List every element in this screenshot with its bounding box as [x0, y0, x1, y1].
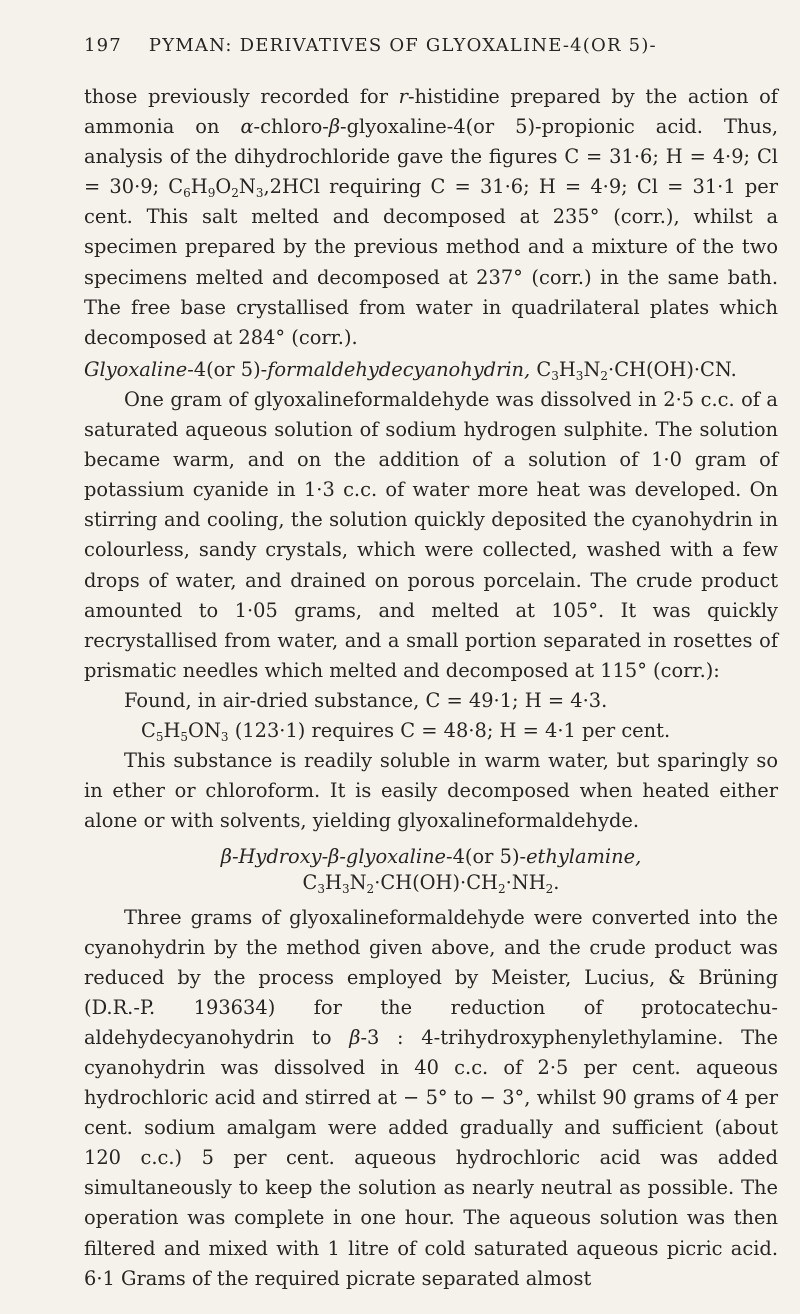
- body-text: [84, 82, 778, 1294]
- paragraph-reduction: Three grams of glyoxalineformaldehyde were converted into the cyanohydrin by the method given above, and the crude product was reduced by the process employed by Meister, Lucius, & Brüning (D.R.-P. 193634) for the reduction of protocatechu-aldehydecyanohydrin to β-3 : 4-trihydroxyphenylethylamine. The cyanohydrin was dissolved in 40 c.c. of 2·5 per cent. aqueous hydrochloric acid and stirred at − 5° to − 3°, whilst 90 grams of 4 per cent. sodium amalgam were added gradually and sufficient (about 120 c.c.) 5 per cent. aqueous hydrochloric acid was added simultaneously to keep the solution as nearly neutral as possible. The operation was complete in one hour. The aqueous solution was then filtered and mixed with 1 litre of cold saturated aqueous picric acid. 6·1 Grams of the required picrate separated almost: [84, 905, 778, 1290]
- analysis-found: Found, in air-dried substance, C = 49·1; H = 4·3.: [124, 688, 608, 712]
- section-heading-cyanohydrin: Glyoxaline-4(or 5)-formaldehydecyanohydrin, $C_3H_3N_2\cdot CH(OH)\cdot CN$.: [84, 357, 737, 383]
- analysis-required: $C_5H_5ON_3$ (123·1) requires C = 48·8; H = 4·1 per cent.: [141, 718, 671, 744]
- paragraph-cyanohydrin-prep: One gram of glyoxalineformaldehyde was dissolved in 2·5 c.c. of a saturated aqueous solution of sodium hydrogen sulphite. The solution became warm, and on the addition of a solution of 1·0 gram of potassium cyanide in 1·3 c.c. of water more heat was developed. On stirring and cooling, the solution quickly deposited the cyanohydrin in colourless, sandy crystals, which were collected, washed with a few drops of water, and drained on porous porcelain. The crude product amounted to 1·05 grams, and melted at 105°. It was quickly recrystallised from water, and a small portion separated in rosettes of prismatic needles which melted and decomposed at 115° (corr.):: [84, 387, 778, 682]
- running-title: PYMAN: DERIVATIVES OF GLYOXALINE-4(OR 5)-: [148, 35, 657, 56]
- page-number: 197: [84, 35, 122, 56]
- section-heading-ethylamine: β-Hydroxy-β-glyoxaline-4(or 5)-ethylamine, $C_3H_3N_2\cdot CH(OH)\cdot CH_2\cdot NH_2$.: [220, 845, 642, 897]
- paragraph-solubility: This substance is readily soluble in warm water, but sparingly so in ether or chloroform. It is easily decomposed when heated either alone or with solvents, yielding glyoxalineformaldehyde.: [84, 749, 778, 833]
- paragraph-continued: those previously recorded for r-histidine prepared by the action of ammonia on α-chloro-β-glyoxaline-4(or 5)-propionic acid. Thus, analysis of the dihydrochloride gave the figures C = 31·6; H = 4·9; Cl = 30·9; $C_6H_9O_2N_3,2HCl$ requiring C = 31·6; H = 4·9; Cl = 31·1 per cent. This salt melted and decomposed at 235° (corr.), whilst a specimen prepared by the previous method and a mixture of the two specimens melted and decomposed at 237° (corr.) in the same bath. The free base crystallised from water in quadrilateral plates which decomposed at 284° (corr.).: [84, 85, 778, 349]
- running-header: [84, 36, 778, 56]
